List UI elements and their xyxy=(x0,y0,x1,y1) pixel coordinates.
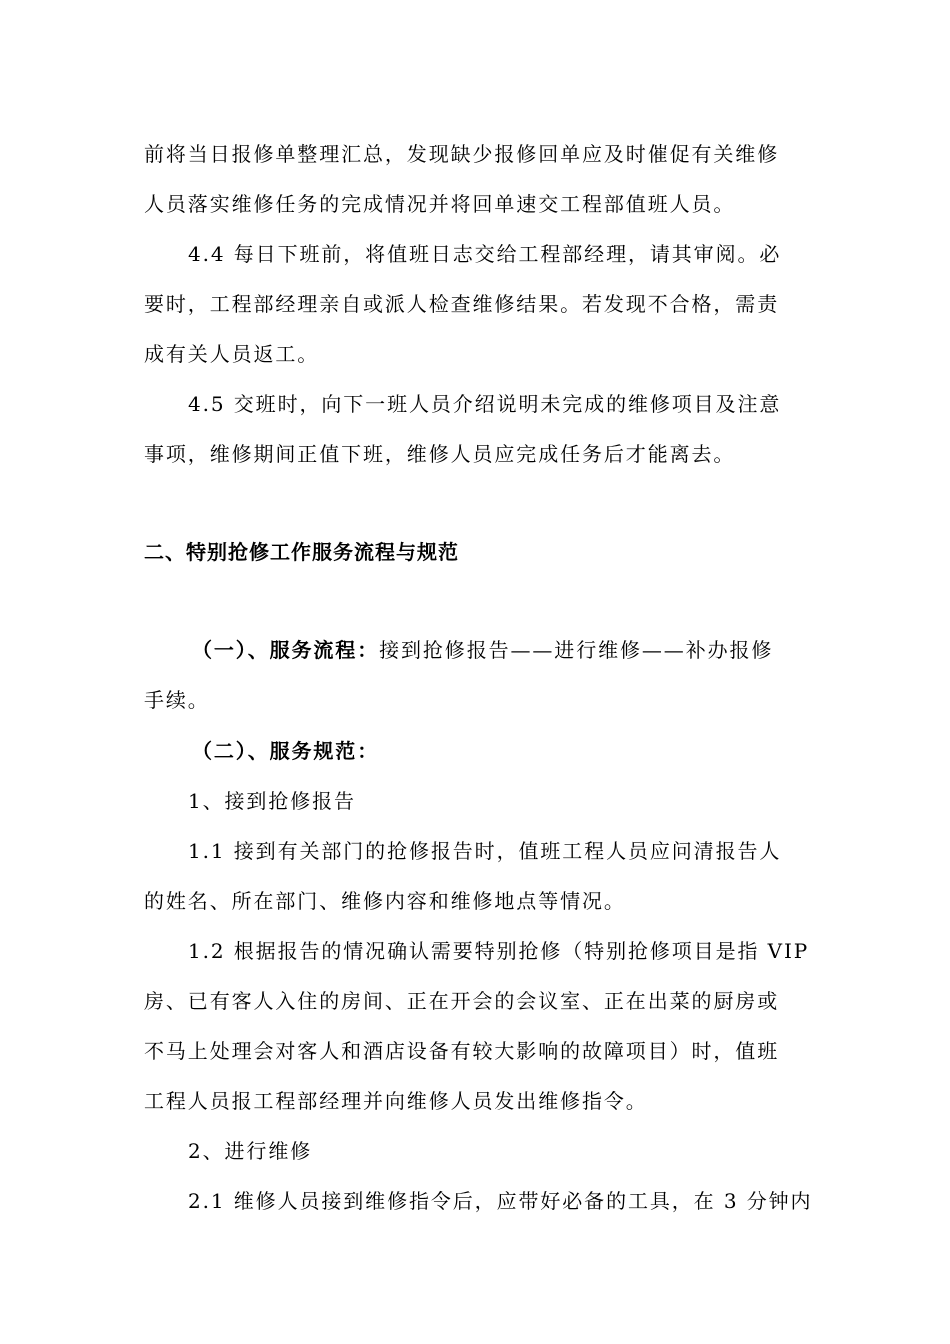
flow-text: 接到抢修报告——进行维修——补办报修 xyxy=(379,638,774,662)
paragraph-line: 手续。 xyxy=(144,688,210,712)
paragraph-line: 要时，工程部经理亲自或派人检查维修结果。若发现不合格，需责 xyxy=(144,292,780,316)
section-heading: 二、特别抢修工作服务流程与规范 xyxy=(144,540,459,564)
paragraph-line: 1.1 接到有关部门的抢修报告时，值班工程人员应问清报告人 xyxy=(188,839,782,863)
flow-line xyxy=(192,636,773,664)
paragraph-line: 2、进行维修 xyxy=(188,1139,313,1163)
paragraph-line: 4.5 交班时，向下一班人员介绍说明未完成的维修项目及注意 xyxy=(188,392,782,416)
paragraph-line: 事项，维修期间正值下班，维修人员应完成任务后才能离去。 xyxy=(144,442,736,466)
paragraph-line: 房、已有客人入住的房间、正在开会的会议室、正在出菜的厨房或 xyxy=(144,989,780,1013)
flow-label: （一）、服务流程： xyxy=(192,638,380,662)
norms-label: （二）、服务规范： xyxy=(192,739,380,763)
paragraph-line: 1.2 根据报告的情况确认需要特别抢修（特别抢修项目是指 VIP xyxy=(188,939,810,963)
paragraph-line: 的姓名、所在部门、维修内容和维修地点等情况。 xyxy=(144,889,626,913)
paragraph-line: 前将当日报修单整理汇总，发现缺少报修回单应及时催促有关维修 xyxy=(144,142,780,166)
paragraph-line: 2.1 维修人员接到维修指令后，应带好必备的工具，在 3 分钟内 xyxy=(188,1189,813,1213)
paragraph-line: 4.4 每日下班前，将值班日志交给工程部经理，请其审阅。必 xyxy=(188,242,782,266)
paragraph-line: 不马上处理会对客人和酒店设备有较大影响的故障项目）时，值班 xyxy=(144,1039,780,1063)
paragraph-line: 工程人员报工程部经理并向维修人员发出维修指令。 xyxy=(144,1089,648,1113)
paragraph-line: 成有关人员返工。 xyxy=(144,342,320,366)
paragraph-line: 人员落实维修任务的完成情况并将回单速交工程部值班人员。 xyxy=(144,192,736,216)
paragraph-line: 1、接到抢修报告 xyxy=(188,789,356,813)
